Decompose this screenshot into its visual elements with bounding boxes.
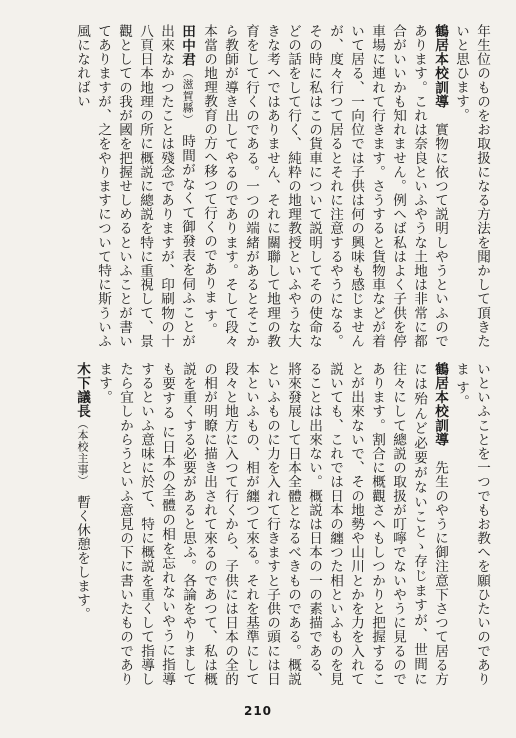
- paragraph-text: 時間がなくて御發表を伺ふことが出來なかつたことは殘念でありますが、印刷物の十八頁日本地理の所に概説に總説を特に重視して、景觀としての我が國を把握せしめるといふことが書いてありますが、之をやりますについて特に斯ういふ風になればい: [74, 24, 195, 348]
- speaker-name: 鶴居本校訓導: [432, 362, 448, 447]
- speaker-name: 鶴居本校訓導: [432, 24, 448, 109]
- section-divider: [30, 354, 486, 355]
- speaker-name: 田中君: [179, 24, 195, 67]
- speaker-affiliation: （本校主事）: [76, 418, 89, 481]
- paragraph: [93, 362, 450, 686]
- paragraph: [450, 24, 492, 348]
- speaker-affiliation: （滋賀縣）: [181, 66, 194, 120]
- upper-text-block: [38, 24, 492, 348]
- speaker-name: 木下議長: [74, 362, 90, 418]
- lower-text-block: [38, 362, 492, 686]
- paragraph-text: いといふことを一つでもお教へを願ひたいのでありま す。: [453, 362, 490, 686]
- paragraph: [450, 362, 492, 686]
- page-number: 210: [243, 704, 273, 718]
- paragraph: [198, 24, 450, 348]
- paragraph: [71, 362, 93, 686]
- paragraph-text: 年生位のものをお取扱になる方法を聞かして頂きたいと思ひます。: [453, 24, 490, 348]
- paragraph-text: 實物に依つて説明しやうといふのであります。これは奈良といふやうな土地は非常に都合がいいかも知れません。例へば私はよく子供を停車場に連れて行きます。さうすると貨物車などが着いて居る、一向位では子供は何の興味も感じませんが、度々行つて居るとそれに注意するやうになる。その時に私はこの貨車について説明してその使命などの話をして行く、純粋の地理教授といふやうな大きな考へではありません、それに關聯して地理の教育をして行くのである。一つの端緒があるとそこから教師が導き出してやるのであります。そして段々本當の地理教育の方へ移つて行くのでありま す。: [201, 24, 448, 348]
- paragraph: [71, 24, 198, 348]
- paragraph-text: 先生のやうに御注意下さつて居る方には殆んど必要がないことゝ存じますが、世間に往々にして總説の取扱が叮嚀でないやうに見るのであります。割合に概觀さへもしつかりと把握することが出來ないで、その地勢や山川とかを力を入れて説いても、これでは日本の纏つた相といふものを見ることは出來ない。概説は日本の一の素描である、將來發展して日本全體となるべきものである。概説といふものに力を入れて行きますと子供の頭には日本といふもの、相が纏つて來る。それを基準にして段々と地方に入つて行くから、子供には日本の全的の相が明瞭に描き出されて來るのであつて、私は概説を重くする必要があると思ふ。各論をやりましても要する に日本の全體の相を忘れないやうに指導するといふ意味に於て、特に概説を重くして指導したら宜しからうといふ意見の下に書いたものであります。: [96, 362, 448, 686]
- paragraph-text: 暫く休憩をします。: [74, 494, 90, 621]
